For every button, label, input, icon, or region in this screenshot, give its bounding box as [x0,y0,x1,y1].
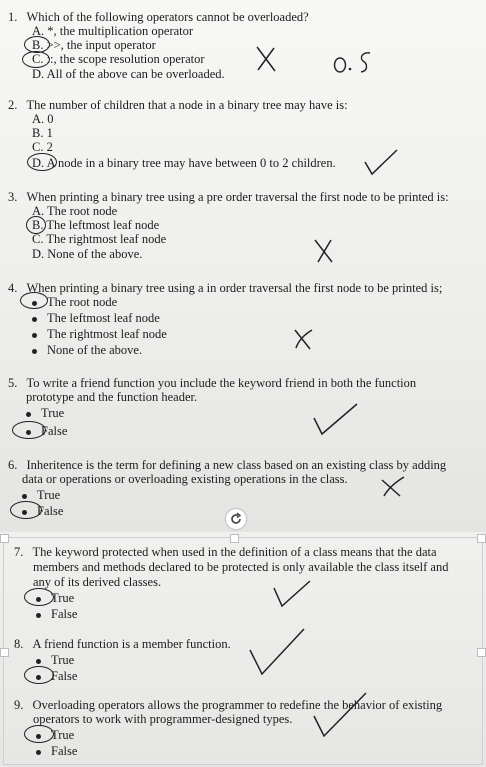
answer-circle [20,292,48,309]
option [32,327,167,341]
option [32,343,142,357]
option-label: The rightmost leaf node [47,327,167,341]
option-label: The root node [47,295,118,309]
bullet-icon [36,613,41,618]
rotate-icon [229,512,243,526]
rotate-button[interactable] [226,509,246,529]
bullet-icon [22,494,27,499]
bullet-icon [36,750,41,755]
question-text-continued: any of its derived classes. [33,575,162,589]
bullet-icon [36,659,41,664]
option-label: True [37,488,61,502]
question-4 [8,281,442,295]
question-number: 2. [8,98,18,112]
question-text: The keyword protected when used in the definition of a class means that the data [32,545,437,559]
question-8 [14,637,231,651]
question-text: Overloading operators allows the programmer to redefine the behavior of existing [32,698,443,712]
crop-handle-left[interactable] [0,648,9,657]
question-number: 4. [8,281,18,295]
question-number: 8. [14,637,24,651]
bullet-icon [26,412,31,417]
question-6 [8,458,446,472]
option [26,406,64,420]
option: C. ::, the scope resolution operator [32,52,205,66]
option: B. The leftmost leaf node [32,218,160,232]
question-text: To write a friend function you include the keyword friend in both the function [26,376,417,390]
question-text: Inheritence is the term for defining a new class based on an existing class by adding [26,458,447,472]
option-label: True [51,728,75,742]
crop-handle-top-left[interactable] [0,534,9,543]
option [36,744,77,758]
wrong-mark-icon [253,44,279,74]
question-text: When printing a binary tree using a in order traversal the first node to be printed is; [26,281,443,295]
answer-circle [26,216,46,234]
option [36,653,74,667]
option: C. 2 [32,140,53,154]
crop-handle-right[interactable] [477,648,486,657]
question-text: The number of children that a node in a binary tree may have is: [26,98,348,112]
crop-handle-top[interactable] [230,534,239,543]
option: C. The rightmost leaf node [32,232,167,246]
question-text-continued: prototype and the function header. [26,390,198,404]
option-label: False [37,504,64,518]
option: B. >>, the input operator [32,38,156,52]
check-mark-icon [310,690,372,740]
answer-circle [10,501,42,519]
option-label: True [51,591,75,605]
option: D. None of the above. [32,247,143,261]
option [32,311,160,325]
answer-circle [22,51,50,68]
option-label: False [51,744,78,758]
question-text: A friend function is a member function. [32,637,231,651]
check-mark-icon [310,400,360,438]
option: A. The root node [32,204,118,218]
question-number: 3. [8,190,18,204]
question-text-continued: data or operations or overloading existing operations in the class. [22,472,348,486]
option-label: False [51,607,78,621]
wrong-mark-icon [312,237,336,265]
question-number: 9. [14,698,24,712]
bullet-icon [32,317,37,322]
question-9 [14,698,442,712]
question-1 [8,10,309,24]
option: B. 1 [32,126,53,140]
option [22,488,60,502]
question-2 [8,98,348,112]
question-number: 5. [8,376,18,390]
option-label: True [41,406,65,420]
bullet-icon [32,333,37,338]
question-3 [8,190,449,204]
score-note-icon [330,48,380,78]
answer-circle [24,588,54,606]
question-number: 6. [8,458,18,472]
option: D. A node in a binary tree may have between 0 to 2 children. [32,156,336,170]
answer-circle [24,666,54,684]
option: A. *, the multiplication operator [32,24,194,38]
option-label: True [51,653,75,667]
option-label: None of the above. [47,343,143,357]
question-7 [14,545,437,559]
answer-circle [27,153,57,171]
question-text-continued: operators to work with programmer-designed types. [33,712,293,726]
option: A. 0 [32,112,54,126]
question-text: Which of the following operators cannot be overloaded? [26,10,309,24]
answer-circle [24,725,54,743]
crop-handle-top-right[interactable] [477,534,486,543]
option-label: The leftmost leaf node [47,311,160,325]
wrong-mark-icon [292,326,320,352]
check-mark-icon [270,578,314,610]
option-label: False [51,669,78,683]
answer-circle [12,421,46,439]
option: D. All of the above can be overloaded. [32,67,225,81]
question-text: When printing a binary tree using a pre order traversal the first node to be printed is: [26,190,449,204]
option [36,607,77,621]
check-mark-icon [362,148,400,178]
question-number: 1. [8,10,18,24]
question-text-continued: members and methods declared to be protected is only available the class itself and [33,560,449,574]
check-mark-icon [246,626,308,678]
question-5 [8,376,416,390]
question-number: 7. [14,545,24,559]
wrong-mark-icon [378,474,412,498]
option-label: False [41,424,68,438]
bullet-icon [32,349,37,354]
